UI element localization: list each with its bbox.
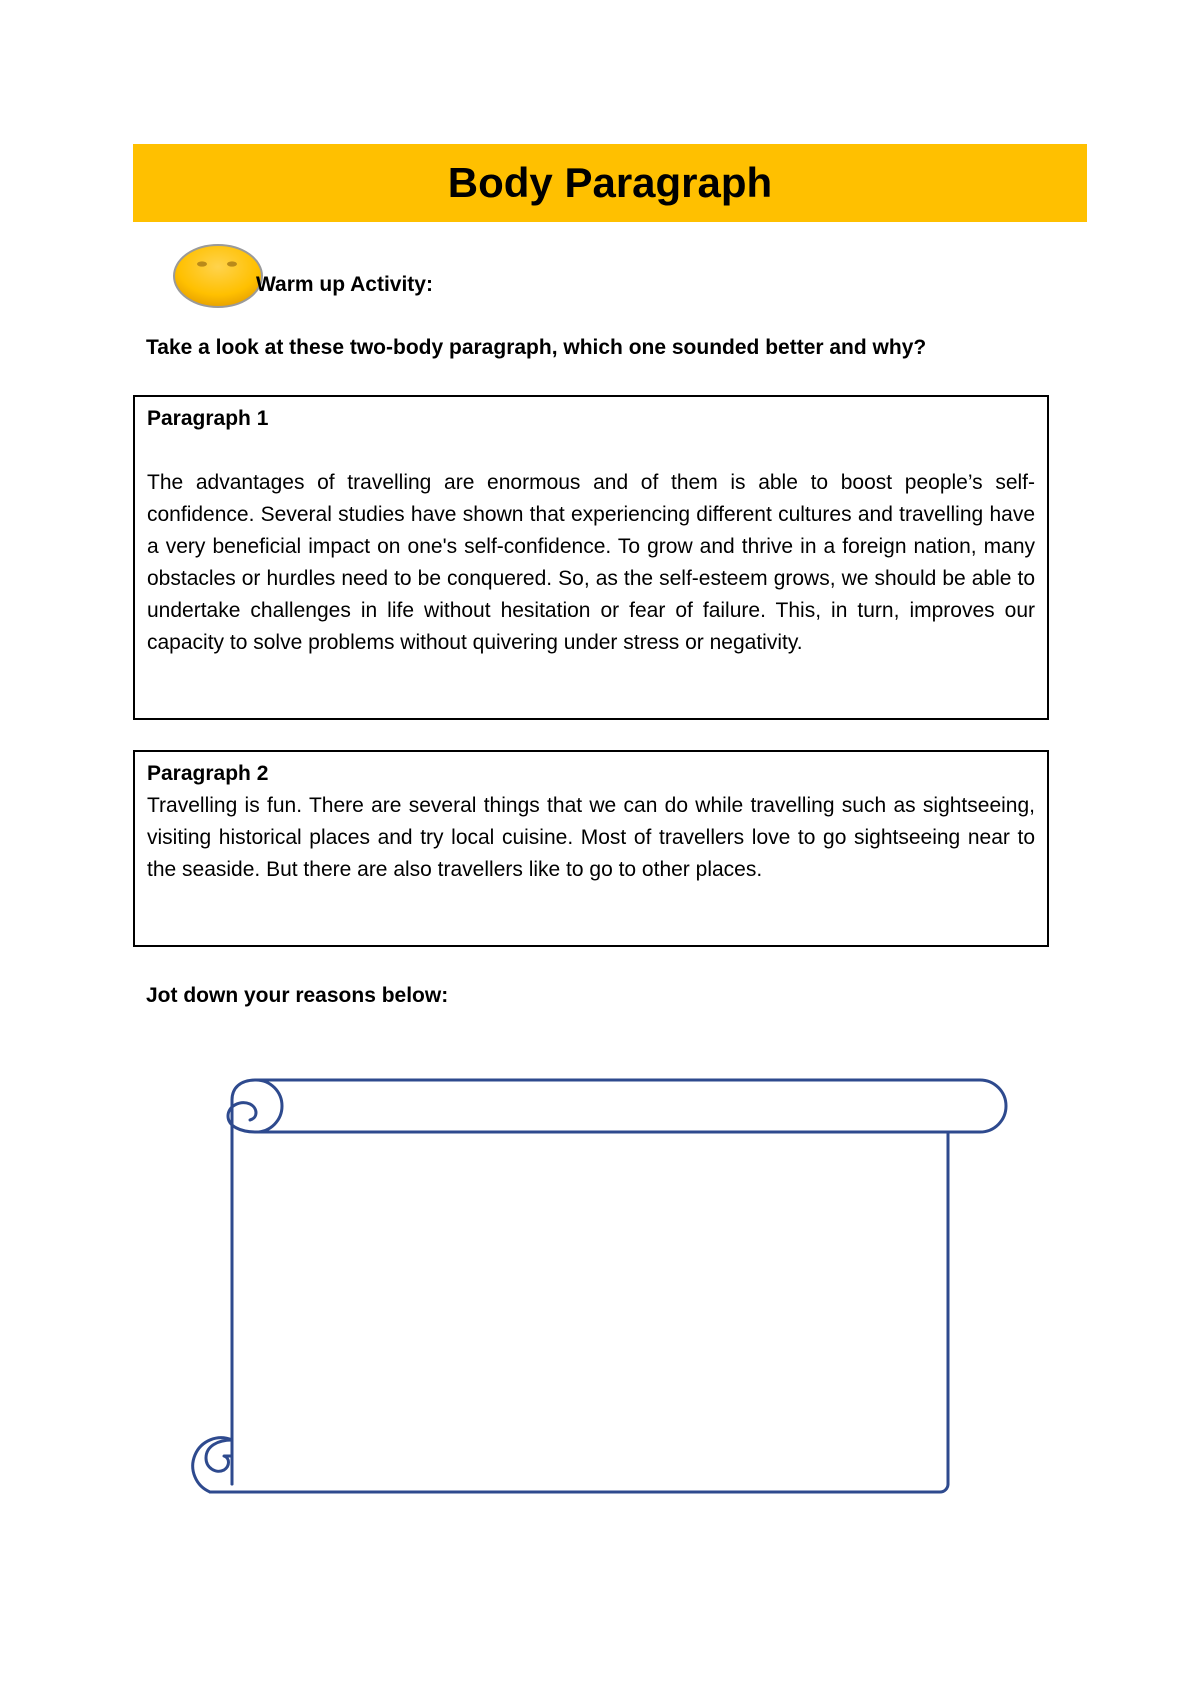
smiley-face-icon (170, 243, 266, 313)
paragraph-2-box (133, 750, 1049, 947)
paragraph-1-title: Paragraph 1 (147, 407, 269, 430)
jot-down-label: Jot down your reasons below: (146, 984, 449, 1007)
paragraph-2-text: Travelling is fun. There are several things that we can do while travelling such as sightseeing, visiting historical places and try local cuisine. Most of travellers love to go sightseeing near to the seaside. But there are also travellers like to go to other places. (147, 794, 1035, 881)
question-text: Take a look at these two-body paragraph, which one sounded better and why? (146, 336, 927, 359)
paragraph-1-box (133, 395, 1049, 720)
paragraph-1-text: The advantages of travelling are enormous and of them is able to boost people’s self-confidence. Several studies have shown that experiencing different cultures and travelling have a very beneficial impact on one's self-confidence. To grow and thrive in a foreign nation, many obstacles or hurdles need to be conquered. So, as the self-esteem grows, we should be able to undertake challenges in life without hesitation or fear of failure. This, in turn, improves our capacity to solve problems without quivering under stress or negativity. (147, 471, 1035, 654)
warmup-label: Warm up Activity: (256, 273, 433, 296)
warmup-section (170, 243, 570, 313)
scroll-banner-icon (170, 1070, 1010, 1510)
title-banner (133, 144, 1087, 222)
page-title: Body Paragraph (447, 159, 773, 206)
paragraph-2-title: Paragraph 2 (147, 762, 269, 785)
